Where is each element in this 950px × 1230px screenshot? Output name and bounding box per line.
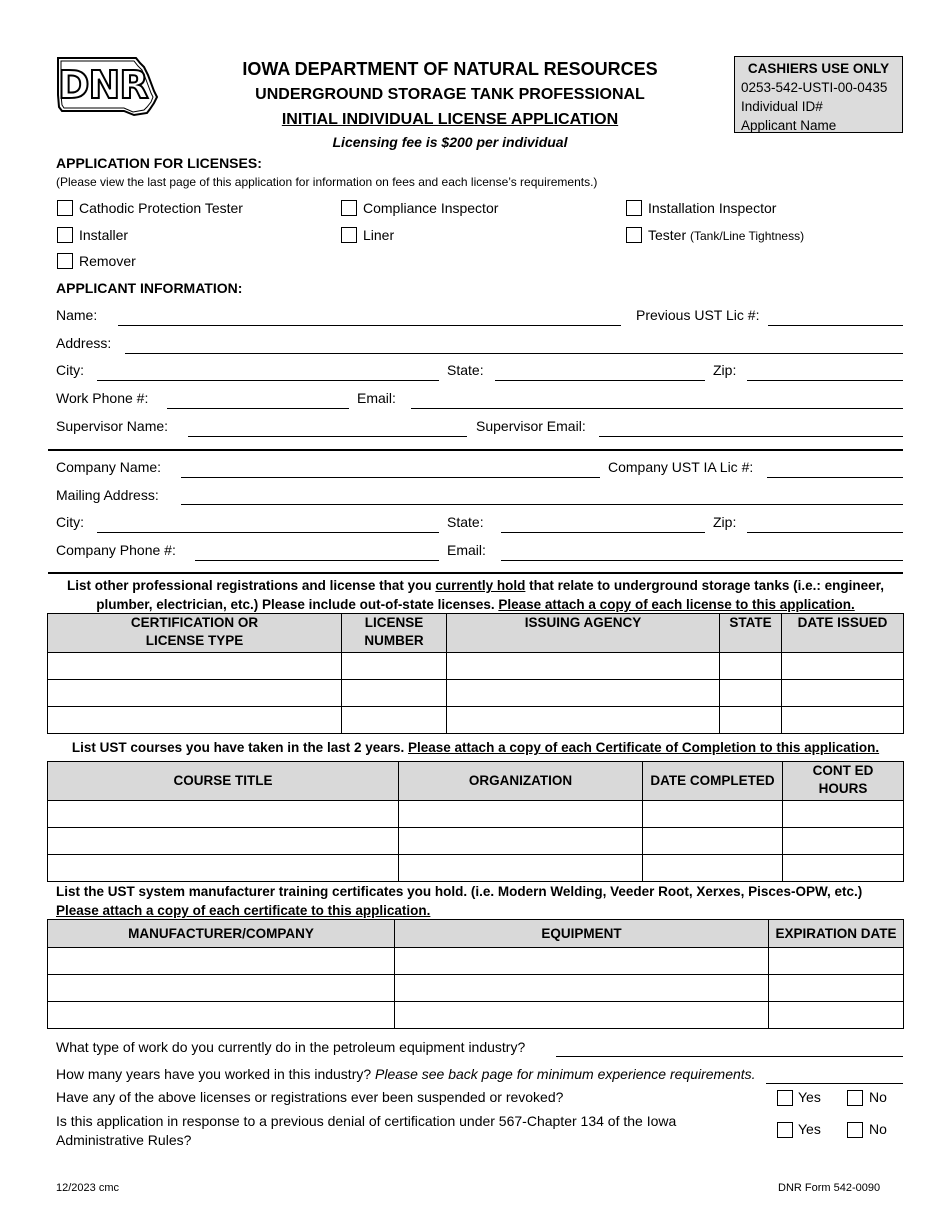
supervisor-email-label: Supervisor Email: <box>476 418 586 434</box>
city-field[interactable] <box>97 380 439 381</box>
dnr-logo <box>54 55 160 119</box>
years-field[interactable] <box>766 1083 903 1084</box>
table-row <box>48 707 904 734</box>
company-ust-lic-field[interactable] <box>767 477 903 478</box>
prev-lic-field[interactable] <box>768 325 903 326</box>
col-date-issued: DATE ISSUED <box>782 614 904 653</box>
company-city-label: City: <box>56 514 84 530</box>
logo-text: DNR <box>58 63 148 107</box>
col-license-number: LICENSE NUMBER <box>342 614 447 653</box>
registrations-intro-c: that relate to underground storage tanks (i.e.: engineer, <box>525 578 884 593</box>
table-row <box>48 855 904 882</box>
cathodic-checkbox[interactable] <box>57 200 73 216</box>
liner-label: Liner <box>363 227 395 243</box>
company-state-field[interactable] <box>501 532 705 533</box>
installation-label: Installation Inspector <box>648 200 777 216</box>
registrations-table <box>47 613 904 734</box>
company-zip-label: Zip: <box>713 514 737 530</box>
company-ust-lic-label: Company UST IA Lic #: <box>608 459 754 475</box>
company-name-field[interactable] <box>181 477 600 478</box>
tester-note: (Tank/Line Tightness) <box>690 229 805 243</box>
revision-date: 12/2023 cmc <box>56 1182 119 1194</box>
denial-yes-checkbox[interactable] <box>777 1122 793 1138</box>
question-denial-line2: Administrative Rules? <box>56 1132 192 1148</box>
table-row <box>48 948 904 975</box>
courses-intro-a: List UST courses you have taken in the last 2 years. <box>71 740 409 755</box>
registrations-intro-b: currently hold <box>435 578 526 593</box>
prev-lic-label: Previous UST Lic #: <box>636 307 760 323</box>
supervisor-name-field[interactable] <box>188 436 467 437</box>
table-row <box>48 828 904 855</box>
registrations-intro <box>48 576 903 614</box>
cashier-individual-id: Individual ID# <box>741 99 823 114</box>
licenses-note: (Please view the last page of this application for information on fees and each license’s requirements.) <box>56 175 598 189</box>
courses-intro-b: Please attach a copy of each Certificate of Completion to this application. <box>408 740 880 755</box>
mailing-address-field[interactable] <box>181 504 903 505</box>
program-title: UNDERGROUND STORAGE TANK PROFESSIONAL <box>255 86 645 103</box>
supervisor-name-label: Supervisor Name: <box>56 418 169 434</box>
zip-field[interactable] <box>747 380 903 381</box>
denial-no-label: No <box>869 1121 887 1137</box>
question-denial <box>56 1112 676 1150</box>
cashier-code: 0253-542-USTI-00-0435 <box>741 80 888 95</box>
company-phone-label: Company Phone #: <box>56 542 176 558</box>
table-row <box>48 1002 904 1029</box>
manufacturer-intro-a: List the UST system manufacturer training certificates you hold. (i.e. Modern Welding, Veeder Root, Xerxes, Pisces-OPW, etc.) <box>56 884 863 899</box>
state-label: State: <box>447 362 484 378</box>
form-number: DNR Form 542-0090 <box>778 1182 881 1194</box>
tester-label: Tester <box>648 227 687 243</box>
col-course-title: COURSE TITLE <box>48 762 399 801</box>
agency-title: IOWA DEPARTMENT OF NATURAL RESOURCES <box>242 59 658 79</box>
city-label: City: <box>56 362 84 378</box>
email-field[interactable] <box>411 408 903 409</box>
col-organization: ORGANIZATION <box>399 762 643 801</box>
company-email-field[interactable] <box>501 560 903 561</box>
question-suspended: Have any of the above licenses or registrations ever been suspended or revoked? <box>56 1089 564 1105</box>
question-work-type: What type of work do you currently do in the petroleum equipment industry? <box>56 1039 526 1055</box>
courses-table <box>47 761 904 882</box>
col-state: STATE <box>720 614 782 653</box>
question-years <box>56 1066 756 1082</box>
liner-checkbox[interactable] <box>341 227 357 243</box>
company-zip-field[interactable] <box>747 532 903 533</box>
suspended-no-checkbox[interactable] <box>847 1090 863 1106</box>
mailing-address-label: Mailing Address: <box>56 487 159 503</box>
col-cert-type: CERTIFICATION OR LICENSE TYPE <box>48 614 342 653</box>
cashier-applicant-name: Applicant Name <box>741 118 837 133</box>
applicant-heading: APPLICANT INFORMATION: <box>56 280 243 296</box>
cathodic-label: Cathodic Protection Tester <box>79 200 243 216</box>
col-equipment: EQUIPMENT <box>395 920 769 948</box>
courses-intro <box>48 738 903 757</box>
manufacturer-table <box>47 919 904 1029</box>
installation-checkbox[interactable] <box>626 200 642 216</box>
registrations-intro-a: List other professional registrations and license that you <box>67 578 436 593</box>
name-label: Name: <box>56 307 98 323</box>
work-type-field[interactable] <box>556 1056 903 1057</box>
company-email-label: Email: <box>447 542 486 558</box>
company-phone-field[interactable] <box>195 560 439 561</box>
company-name-label: Company Name: <box>56 459 162 475</box>
suspended-yes-checkbox[interactable] <box>777 1090 793 1106</box>
cashier-box <box>734 56 903 133</box>
question-years-note: Please see back page for minimum experience requirements. <box>375 1066 756 1082</box>
col-issuing-agency: ISSUING AGENCY <box>447 614 720 653</box>
installer-label: Installer <box>79 227 129 243</box>
company-state-label: State: <box>447 514 484 530</box>
licenses-heading: APPLICATION FOR LICENSES: <box>56 155 262 171</box>
address-field[interactable] <box>125 353 903 354</box>
section-divider-2 <box>48 572 903 574</box>
fee-note: Licensing fee is $200 per individual <box>332 134 568 150</box>
compliance-label: Compliance Inspector <box>363 200 499 216</box>
state-field[interactable] <box>495 380 705 381</box>
work-phone-field[interactable] <box>167 408 349 409</box>
suspended-yes-label: Yes <box>798 1089 821 1105</box>
address-label: Address: <box>56 335 112 351</box>
zip-label: Zip: <box>713 362 737 378</box>
question-denial-line1: Is this application in response to a previous denial of certification under 567-Chapter 134 of the Iowa <box>56 1113 677 1129</box>
col-expiration-date: EXPIRATION DATE <box>769 920 904 948</box>
work-phone-label: Work Phone #: <box>56 390 149 406</box>
denial-no-checkbox[interactable] <box>847 1122 863 1138</box>
col-manufacturer: MANUFACTURER/COMPANY <box>48 920 395 948</box>
remover-checkbox[interactable] <box>57 253 73 269</box>
installer-checkbox[interactable] <box>57 227 73 243</box>
remover-label: Remover <box>79 253 136 269</box>
tester-label-wrap <box>648 227 804 243</box>
manufacturer-intro-b: Please attach a copy of each certificate to this application. <box>56 903 431 918</box>
table-row <box>48 680 904 707</box>
cashier-title: CASHIERS USE ONLY <box>747 61 890 76</box>
table-row <box>48 801 904 828</box>
col-cont-ed-hours: CONT ED HOURS <box>783 762 904 801</box>
col-date-completed: DATE COMPLETED <box>643 762 783 801</box>
question-years-text: How many years have you worked in this industry? <box>56 1066 376 1082</box>
compliance-checkbox[interactable] <box>341 200 357 216</box>
table-row <box>48 653 904 680</box>
tester-checkbox[interactable] <box>626 227 642 243</box>
name-field[interactable] <box>118 325 621 326</box>
suspended-no-label: No <box>869 1089 887 1105</box>
registrations-intro-d: plumber, electrician, etc.) Please include out-of-state licenses. <box>96 597 499 612</box>
company-city-field[interactable] <box>97 532 439 533</box>
manufacturer-intro <box>56 882 862 920</box>
denial-yes-label: Yes <box>798 1121 821 1137</box>
supervisor-email-field[interactable] <box>599 436 903 437</box>
section-divider <box>48 449 903 451</box>
registrations-intro-e: Please attach a copy of each license to this application. <box>498 597 855 612</box>
form-title: INITIAL INDIVIDUAL LICENSE APPLICATION <box>281 111 619 128</box>
email-label: Email: <box>357 390 396 406</box>
table-row <box>48 975 904 1002</box>
